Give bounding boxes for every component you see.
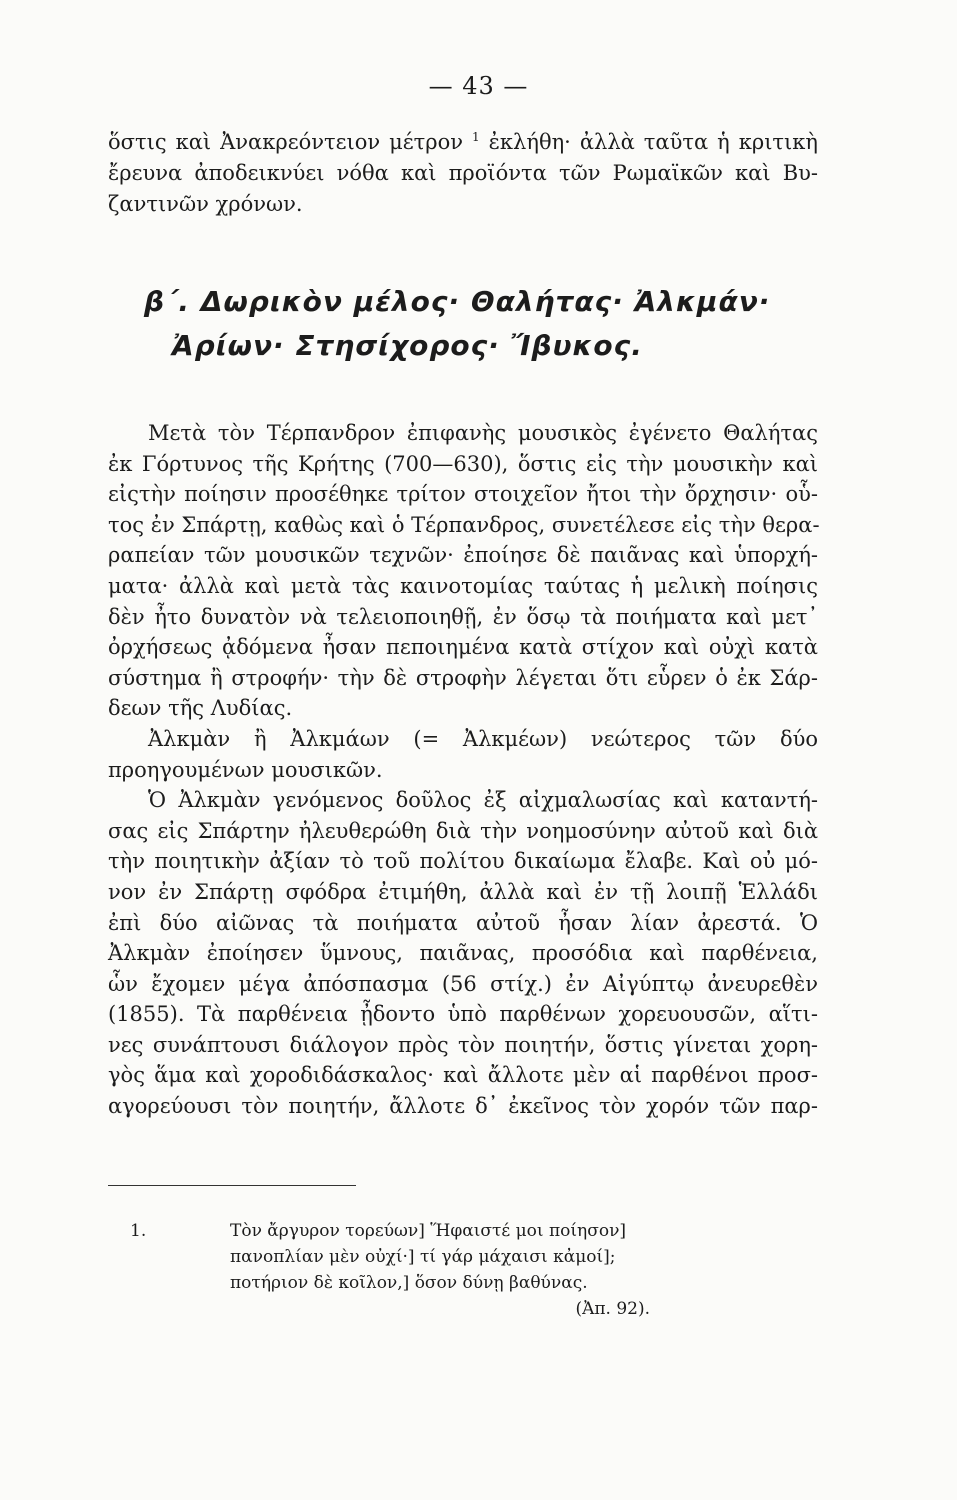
text-line: εἰςτὴν ποίησιν προσέθηκε τρίτον στοιχεῖον ἤτοι τὴν ὄρχησιν· οὗ- [108,482,818,507]
footnote-ref: 1 [472,130,480,144]
footnote-source: (Ἀπ. 92). [575,1299,650,1319]
text-line: σας εἰς Σπάρτην ἠλευθερώθη διὰ τὴν νοημοσύνην αὐτοῦ καὶ διὰ [108,818,818,843]
footnote-line: πανοπλίαν μὲν οὐχί·] τί γάρ μάχαισι κἀμοί]; [230,1247,616,1267]
page-number: — 43 — [428,72,529,100]
text-line: γὸς ἅμα καὶ χοροδιδάσκαλος· καὶ ἄλλοτε μὲν αἱ παρθένοι προσ- [108,1063,818,1088]
text-line: Ἀλκμὰν ἐποίησεν ὕμνους, παιᾶνας, προσόδια καὶ παρθένεια, [108,941,818,966]
text-line: Ἀλκμὰν ἢ Ἀλκμάων (= Ἀλκμέων) νεώτερος τῶν δύο [148,726,818,751]
text-line: τος ἐν Σπάρτῃ, καθὼς καὶ ὁ Τέρπανδρος, συνετέλεσε εἰς τὴν θερα- [108,512,820,537]
text-line: δὲν ἦτο δυνατὸν νὰ τελειοποιηθῇ, ἐν ὅσῳ τὰ ποιήματα καὶ μετ᾽ [108,604,818,629]
text-line: σύστημα ἢ στροφήν· τὴν δὲ στροφὴν λέγεται ὅτι εὗρεν ὁ ἐκ Σάρ- [108,665,818,690]
text-line: ζαντινῶν χρόνων. [108,192,303,216]
footnote-text [230,1218,690,1322]
text-line: αγορεύουσι τὸν ποιητήν, ἄλλοτε δ᾽ ἐκεῖνος τὸν χορόν τῶν παρ- [108,1094,818,1119]
section-heading [100,280,860,368]
footnote-line: ποτήριον δὲ κοῖλον,] ὅσον δύνῃ βαθύνας. [230,1273,588,1293]
text-line: δεων τῆς Λυδίας. [108,696,293,721]
text-line: προηγουμένων μουσικῶν. [108,757,383,782]
text-line: ὀρχήσεως ᾀδόμενα ἦσαν πεποιημένα κατὰ στίχον καὶ οὐχὶ κατὰ [108,635,818,660]
main-text [108,418,818,1122]
text-line: (1855). Τὰ παρθένεια ᾖδοντο ὑπὸ παρθένων χορευουσῶν, αἵτι- [108,1002,818,1027]
heading-line: β΄. Δωρικὸν μέλος· Θαλήτας· Ἀλκμάν· [144,285,771,318]
text-line: Μετὰ τὸν Τέρπανδρον ἐπιφανὴς μουσικὸς ἐγένετο Θαλήτας [148,421,818,445]
footnote-line: Τὸν ἄργυρον τορεύων] Ἥφαιστέ μοι ποίησον] [230,1221,627,1241]
text-line: νον ἐν Σπάρτῃ σφόδρα ἐτιμήθη, ἀλλὰ καὶ ἐν τῇ λοιπῇ Ἑλλάδι [108,879,818,904]
text-line: νες συνάπτουσι διάλογον πρὸς τὸν ποιητήν, ὅστις γίνεται χορη- [108,1032,818,1057]
heading-line: Ἀρίων· Στησίχορος· Ἴβυκος. [172,329,643,362]
text-line: ἔρευνα ἀποδεικνύει νόθα καὶ προϊόντα τῶν Ρωμαϊκῶν καὶ Βυ- [108,161,818,185]
footnote-number: 1. [130,1221,147,1241]
text-line: τὴν ποιητικὴν ἀξίαν τὸ τοῦ πολίτου δικαίωμα ἔλαβε. Καὶ οὐ μό- [108,849,818,874]
footnote-divider [108,1185,356,1186]
text-line: ἐπὶ δύο αἰῶνας τὰ ποιήματα αὐτοῦ ἦσαν λίαν ἀρεστά. Ὁ [108,910,818,935]
text-line: ματα· ἀλλὰ καὶ μετὰ τὰς καινοτομίας ταύτας ἡ μελικὴ ποίησις [108,573,818,598]
text-line: Ὁ Ἀλκμὰν γενόμενος δοῦλος ἐξ αἰχμαλωσίας καὶ καταντή- [148,788,818,813]
text-line: ὅστις καὶ Ἀνακρεόντειον μέτρον $^1$ ἐκλήθη· ἀλλὰ ταῦτα ἡ κριτικὴ [108,130,818,154]
text-line: ὧν ἔχομεν μέγα ἀπόσπασμα (56 στίχ.) ἐν Αἰγύπτῳ ἀνευρεθὲν [108,971,818,996]
text-line: ραπείαν τῶν μουσικῶν τεχνῶν· ἐποίησε δὲ παιᾶνας καὶ ὑπορχή- [108,543,818,568]
intro-paragraph [108,122,818,220]
text-line: ἐκ Γόρτυνος τῆς Κρήτης (700—630), ὅστις εἰς τὴν μουσικὴν καὶ [108,451,818,476]
